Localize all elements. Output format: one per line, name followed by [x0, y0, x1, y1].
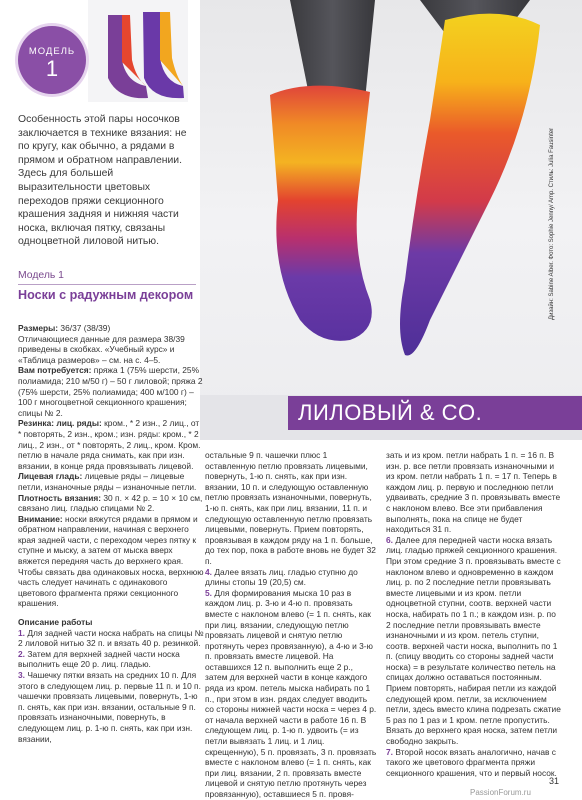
rib-text: кром., * 2 изн., 2 лиц., от * повторять, 2 изн., кром.; изн. ряды: кром., * 2 лиц., 2 изн., от * повторять, 2 лиц., кром. Кром. петлю в начале ряда снимать, как при изн. вязании, в конце ряда провязывать лицевой. — [18, 418, 201, 471]
step-2 — [18, 649, 204, 670]
stockinette-label: Лицевая гладь: — [18, 471, 83, 482]
step-text: Затем для верхней задней части носка выполнить еще 20 р. лиц. гладью. — [18, 648, 180, 670]
column-1 — [18, 323, 204, 744]
materials — [18, 365, 204, 418]
step-number: 2. — [18, 648, 25, 659]
step-number: 3. — [18, 670, 25, 680]
step-text: Для задней части носка набрать на спицы № 2 лиловой нитью 32 п. и вязать 40 р. резинкой. — [18, 627, 204, 649]
model-badge — [18, 26, 86, 94]
column-3 — [386, 450, 562, 778]
step-number: 7. — [386, 746, 393, 757]
step-text: Чашечку пятки вязать на средних 10 п. Для этого в следующем лиц. р. первые 11 п. и 10 п. чашечки провязать лицевыми, повернуть, 1-ю п. снять, как при изн. вязании, остальные 9 п. провязать изнаночными, повернуть, в следующем лиц. р. 1-ю п. снять, как при изн. вязании, — [18, 670, 201, 744]
attention-text: носки вяжутся рядами в прямом и обратном направлении, начиная с верхнего края задней части, с переходом через пятку к ступне и мыску, а затем от мыска вверх вяжется передняя часть до верхнего края. Чтобы связать два одинаковых носка, верхнюю часть следует начинать с одинакового цветового фрагмента пряжи секционного крашения. — [18, 513, 204, 609]
step-3 — [18, 670, 204, 744]
step-text: Вязать до верхнего края носка, затем петли свободно закрыть. — [386, 725, 558, 747]
photo-credit — [549, 127, 559, 320]
sizes-line — [18, 323, 204, 334]
materials-label: Вам потребуется: — [18, 365, 92, 376]
hero-photo — [200, 0, 582, 440]
model-title: Носки с радужным декором — [18, 288, 194, 302]
stockinette-text: лицевые ряды – лицевые петли, изнаночные ряды – изнаночные петли. — [18, 471, 197, 492]
step-number: 5. — [205, 587, 212, 598]
section-divider — [18, 284, 196, 285]
intro-paragraph: Особенность этой пары носочков заключается в технике вязания: не по кругу, как обычно, а рядами в прямом и обратном направлении. Здесь для большей выразительности цветовых переходов пряжи секционного крашения задняя и нижняя части носка, включая пятку, связаны одноцветной лиловой нитью. — [18, 114, 187, 248]
gauge-label: Плотность вязания: — [18, 492, 102, 503]
finish-line — [386, 725, 562, 746]
step-text: Второй носок вязать аналогично, начав с такого же цветового фрагмента пряжи секционного крашения, что и первый носок. — [386, 746, 557, 778]
socks-photo-illustration — [200, 0, 582, 440]
gauge-text: 30 п. × 42 р. = 10 × 10 см, связано лиц. гладью спицами № 2. — [18, 492, 203, 514]
step-number: 6. — [386, 534, 393, 545]
step-5 — [205, 588, 377, 800]
site-watermark: PassionForum.ru — [470, 788, 531, 797]
title-banner: ЛИЛОВЫЙ & CO. — [288, 396, 582, 430]
column-2 — [205, 450, 377, 800]
materials-text: пряжа 1 (75% шерсти, 25% полиамида; 210 м/50 г) – 50 г лиловой; пряжа 2 (75% шерсти, 25% полиамида; 400 м/100 г) – 100 г многоцветной секционного крашения; спицы № 2. — [18, 365, 203, 418]
sizes-label: Размеры: — [18, 323, 59, 333]
gauge — [18, 493, 204, 514]
rib-label: Резинка: лиц. ряды: — [18, 418, 102, 429]
rib-pattern — [18, 418, 204, 471]
step-text: Для формирования мыска 10 раз в каждом лиц. р. 3-ю и 4-ю п. провязать вместе с наклоном влево (= 1 п. снять, как при лиц. вязании, следующую петлю провязать лицевой и снятую петлю протянуть через провязанную), а 4-ю и 3-ю п. провязать вместе лицевой. На оставшихся 12 п. выполнить еще 2 р., затем для верхней части в конце каждого ряда из кром. петель мыска набирать по 1 п., при этом в изн. рядах следует вводить со стороны нижней части носка = через 4 р. от начала верхней части в работе 16 п. В следующем лиц. р. 1-ю п. удвоить (= из петли вывязать 1 лиц. и 1 лиц. скрещенную), 5 п. провязать, 3 п. провязать вместе с наклоном влево (= 1 п. снять, как при лиц. вязании, 2 п. провязать вместе лицевой и снятую петлю протянуть через провязанную), оставшиеся 5 п. провя- — [205, 587, 377, 799]
step-1 — [18, 628, 204, 649]
model-label: Модель 1 — [18, 270, 64, 281]
work-heading: Описание работы — [18, 617, 93, 628]
step-number: 1. — [18, 627, 25, 638]
badge-number: 1 — [45, 56, 59, 81]
badge-label: МОДЕЛЬ — [28, 46, 76, 57]
sizes-value: 36/37 (38/39) — [58, 323, 111, 333]
col2-para — [205, 450, 377, 567]
col3-para — [386, 450, 562, 535]
step-4 — [205, 567, 377, 588]
credit-text: Дизайн: Sabine Alber. Фото: Sophie Jenny/ Amp. Стиль: Julia Fausinter — [549, 127, 555, 320]
thumbnail-illustration — [88, 0, 188, 102]
step-text: зать и из кром. петли набрать 1 п. = 16 п. В изн. р. все петли провязать изнаночными и из кром. петли набрать 1 п. = 17 п. Теперь в каждом лиц. р. первую и последнюю петли удваивать, средние 3 п. провязывать вместе с наклоном влево. Все эти прибавления выполнять, пока на спице не будет находиться 31 п. — [386, 450, 561, 535]
socks-thumbnail — [88, 0, 188, 102]
step-text: остальные 9 п. чашечки плюс 1 оставленную петлю провязать лицевыми, повернуть, 1-ю п. снять, как при изн. вязании, 10 п. и следующую оставленную петлю провязать изнаночными, повернуть, 1-ю п. снять, как при лиц. вязании, 11 п. и следующую оставленную петлю провязать лицевыми, повернуть. Прием повторять, провязывая в каждом ряду на 1 п. больше, до тех пор, пока в работе вновь не будет 32 п. — [205, 450, 376, 566]
attention — [18, 514, 204, 609]
step-text: Далее вязать лиц. гладью ступню до длины стопы 19 (20,5) см. — [205, 566, 358, 588]
step-number: 4. — [205, 566, 212, 577]
step-7 — [386, 747, 562, 779]
step-6 — [386, 535, 562, 726]
step-text: Далее для передней части носка вязать лиц. гладью пряжей секционного крашения. При этом средние 3 п. провязывать вместе с наклоном влево и одновременно в каждом лиц. р. по 2 последние петли провязывать вместе лицевыми и из кром. петли одноцветной ступни, соотв. верхней части носка, набирать по 1 п.; в каждом изн. р. по 2 последние петли провязывать вместе изнаночными и из кром. петель ступни, соотв. верхней части носка, выполнить по 1 п. (спицу вводить со стороны задней части носка) = в результате количество петель на спицах должно оставаться постоянным. Прием повторять, набирая петли из каждой следующей кром. петли, за исключением петли, здесь вместо клина подрезать сжатие 5 раз по 1 раз и 1 кром. петле пропустить. — [386, 534, 561, 725]
sizes-note: Отличающиеся данные для размера 38/39 приведены в скобках. «Учебный курс» и «Таблица размеров» – см. на с. 4–5. — [18, 333, 185, 365]
page-number: 31 — [549, 776, 560, 786]
stockinette — [18, 471, 204, 492]
attention-label: Внимание: — [18, 513, 63, 524]
